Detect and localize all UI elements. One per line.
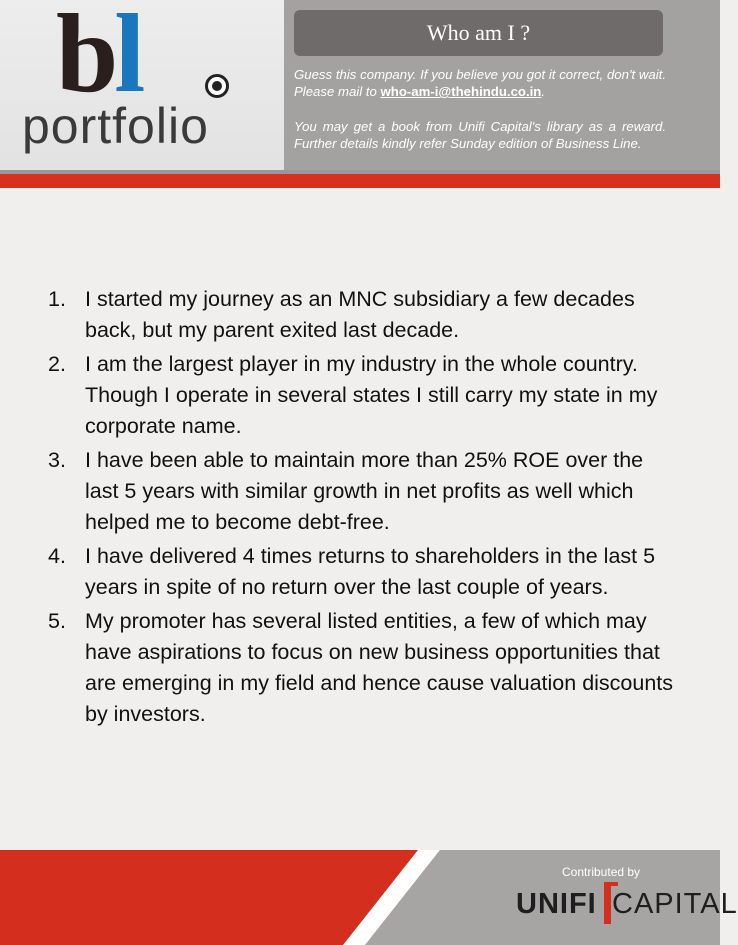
list-item <box>42 606 682 730</box>
list-item <box>42 445 682 538</box>
page-title: Who am I ? <box>294 10 663 56</box>
unifi-capital-logo <box>516 888 738 928</box>
clue-number: 1. <box>48 287 66 311</box>
clue-number: 3. <box>48 448 66 472</box>
clue-text: I have delivered 4 times returns to shareholders in the last 5 years in spite of no return over the last couple of years. <box>85 544 656 599</box>
header-red-band <box>0 174 720 188</box>
clue-area <box>0 188 720 850</box>
logo-letter-b: b <box>56 0 115 116</box>
contributed-by-label: Contributed by <box>562 865 641 879</box>
list-item <box>42 349 682 442</box>
list-item <box>42 284 682 346</box>
clue-number: 2. <box>48 352 66 376</box>
brand-unifi: UNIFI <box>516 888 597 920</box>
clue-number: 4. <box>48 544 66 568</box>
list-item <box>42 541 682 603</box>
header <box>0 0 720 174</box>
logo-wordmark: portfolio <box>22 98 209 154</box>
clue-text: I have been able to maintain more than 25% ROE over the last 5 years with similar growth in net profits as well which helped me to become debt-free. <box>85 448 644 534</box>
instructions-tail: . <box>541 84 546 99</box>
bl-portfolio-logo <box>0 0 284 174</box>
clue-text: I started my journey as an MNC subsidiary a few decades back, but my parent exited last decade. <box>85 287 635 342</box>
instructions-lead: Guess this company. If you believe you got it correct, don't wait. Please mail to <box>294 67 666 99</box>
clue-number: 5. <box>48 609 66 633</box>
logo-dot-icon <box>205 74 229 98</box>
instructions-text <box>294 66 666 100</box>
footer <box>0 850 738 945</box>
logo-letter-l: l <box>114 0 142 116</box>
logo-bar-cap-icon <box>604 882 618 886</box>
clue-text: I am the largest player in my industry in the whole country. Though I operate in several states I still carry my state in my corporate name. <box>85 352 658 438</box>
brand-capital: CAPITAL <box>612 888 738 920</box>
email-link[interactable]: who-am-i@thehindu.co.in <box>380 84 542 99</box>
clue-text: My promoter has several listed entities, a few of which may have aspirations to focus on new business opportunities that are emerging in my field and hence cause valuation discounts by investors. <box>85 609 674 726</box>
clue-list <box>42 284 682 733</box>
reward-text: You may get a book from Unifi Capital's library as a reward. Further details kindly refer Sunday edition of Business Line. <box>294 119 666 151</box>
logo-bar-icon <box>604 882 611 924</box>
